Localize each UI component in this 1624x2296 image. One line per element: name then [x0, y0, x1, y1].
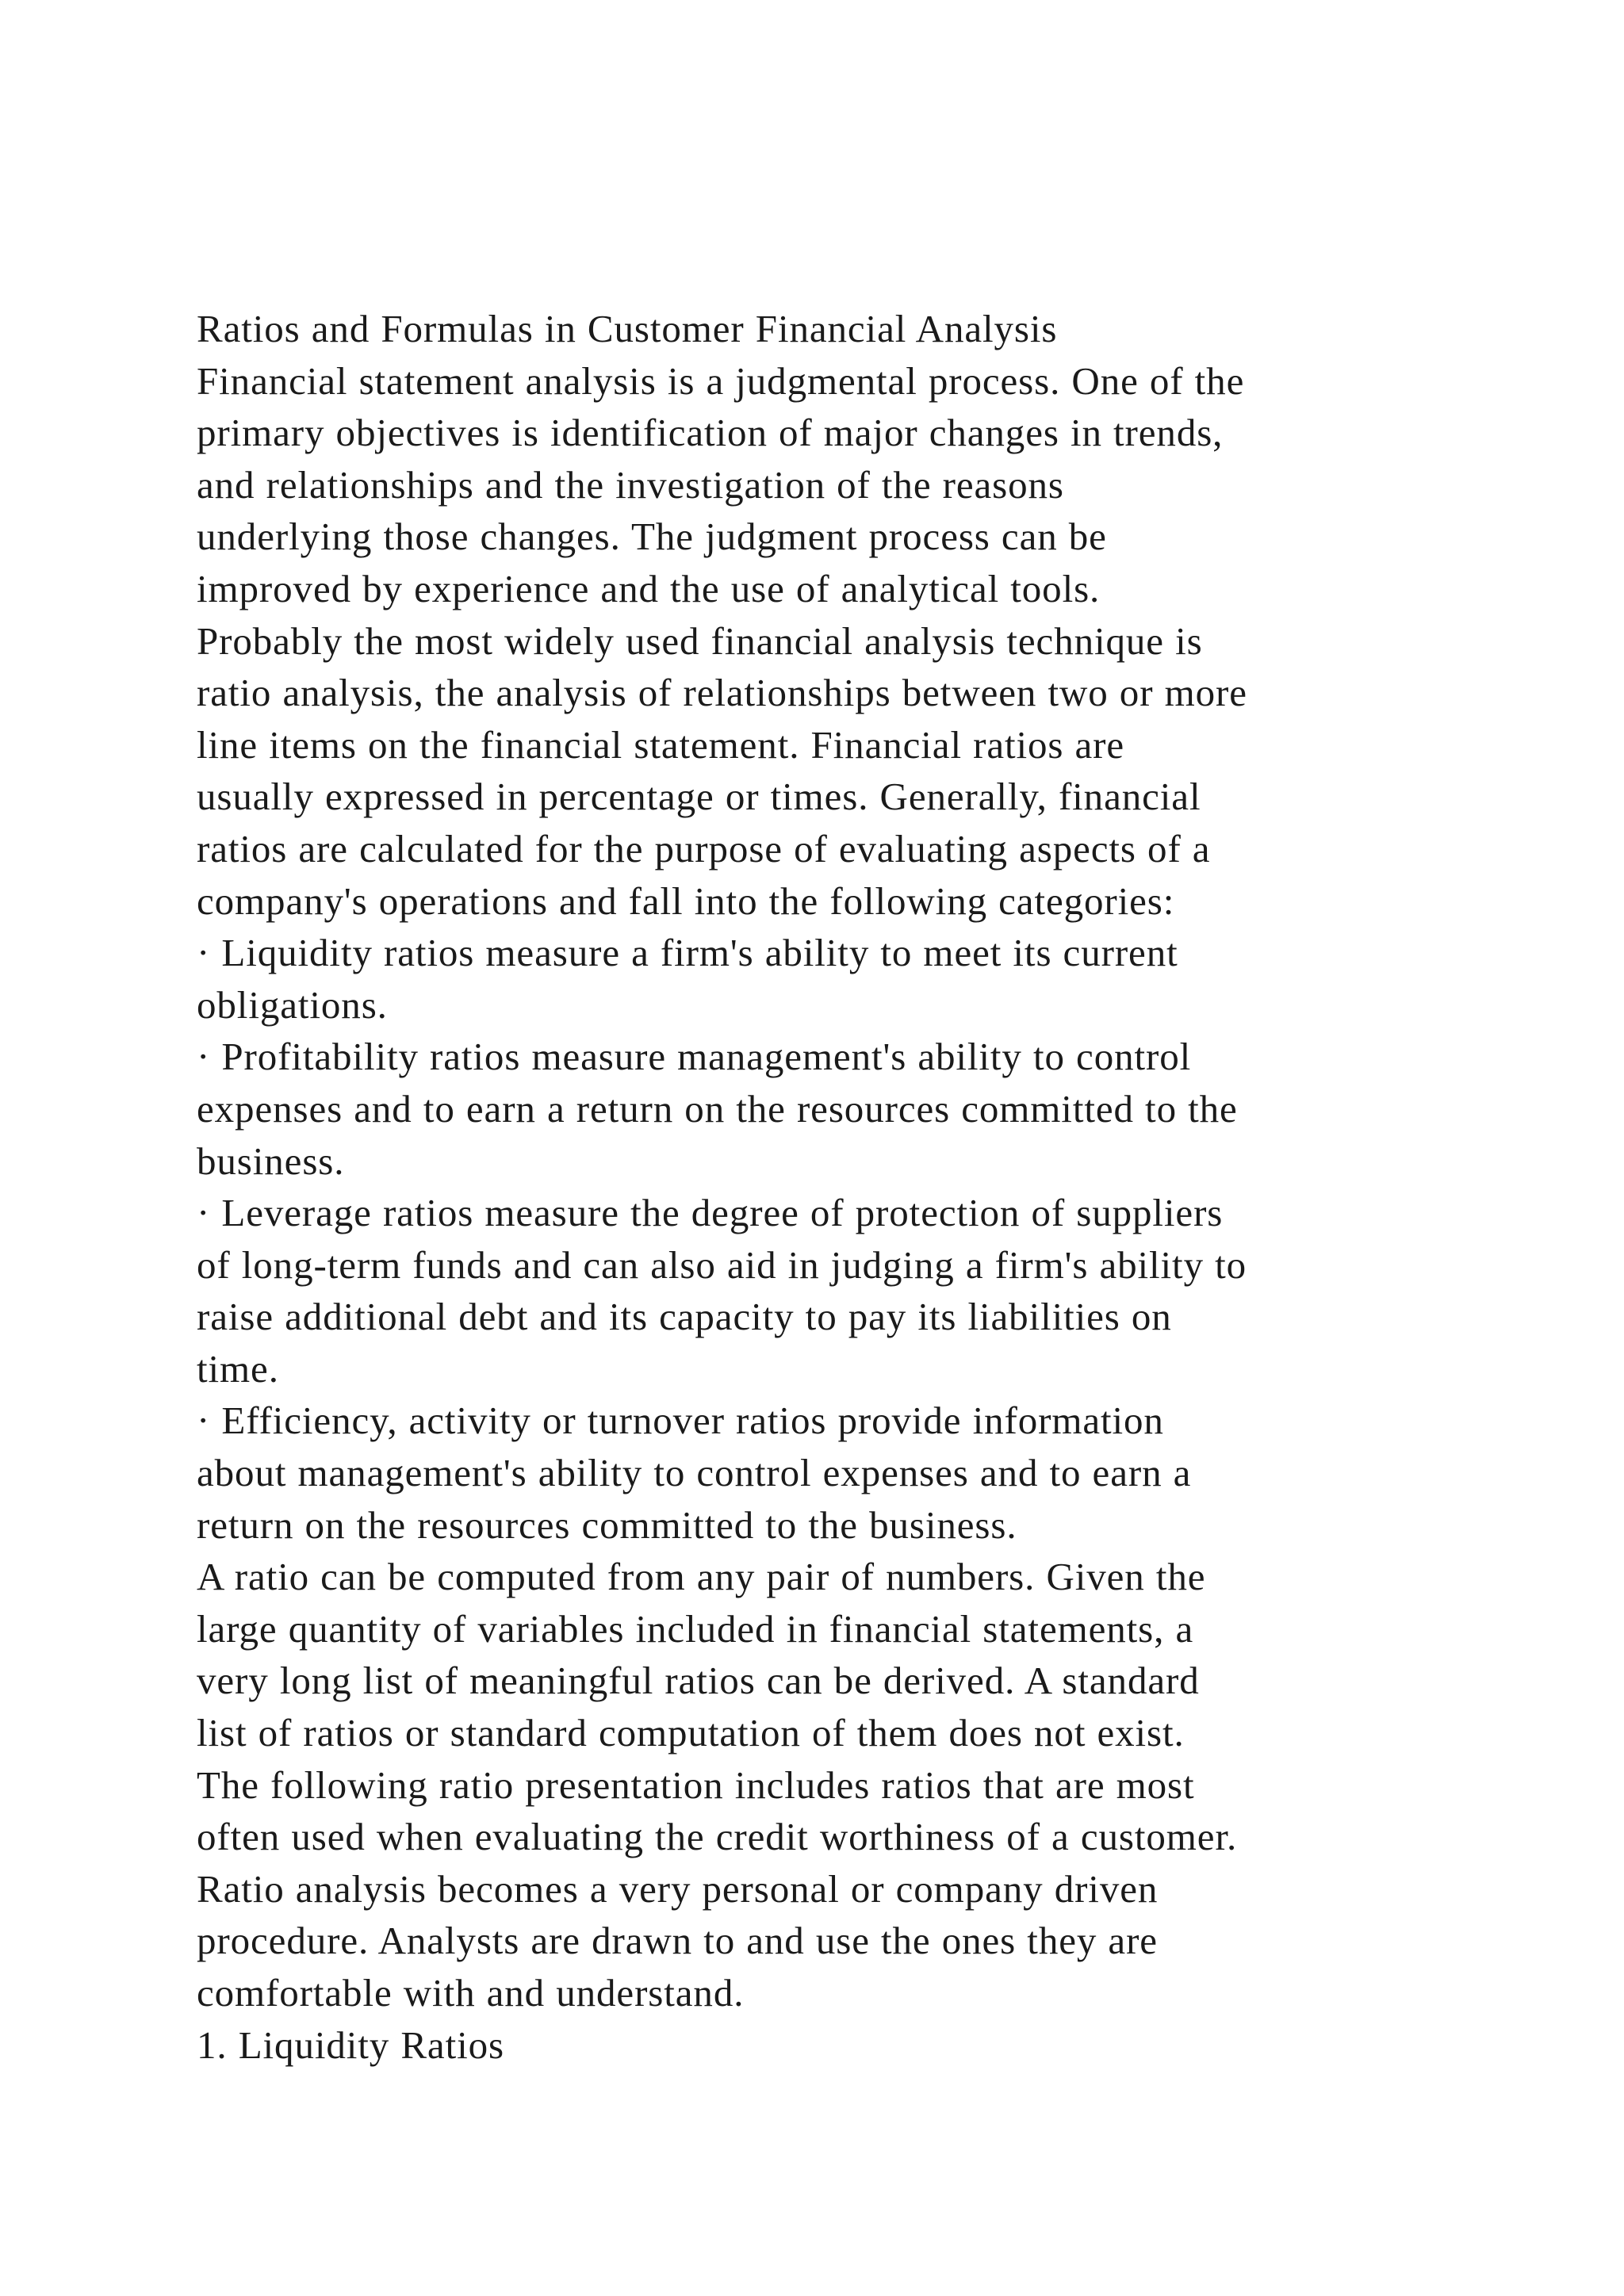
- document-body: [197, 303, 1497, 2071]
- text-line: expenses and to earn a return on the resources committed to the: [197, 1086, 1238, 1131]
- bullet-line: · Leverage ratios measure the degree of protection of suppliers: [197, 1191, 1224, 1235]
- text-line: comfortable with and understand.: [197, 1971, 745, 2015]
- text-line: line items on the financial statement. Financial ratios are: [197, 722, 1125, 767]
- text-line: and relationships and the investigation of the reasons: [197, 462, 1064, 507]
- text-line: ratios are calculated for the purpose of evaluating aspects of a: [197, 826, 1211, 871]
- text-line: list of ratios or standard computation of them does not exist.: [197, 1711, 1185, 1755]
- text-line: raise additional debt and its capacity to pay its liabilities on: [197, 1295, 1172, 1339]
- text-line: very long list of meaningful ratios can be derived. A standard: [197, 1659, 1200, 1703]
- text-line: business.: [197, 1138, 345, 1183]
- document-title: Ratios and Formulas in Customer Financial Analysis: [197, 307, 1058, 350]
- text-line: return on the resources committed to the business.: [197, 1502, 1017, 1547]
- text-line: of long-term funds and can also aid in judging a firm's ability to: [197, 1242, 1247, 1287]
- text-line: often used when evaluating the credit worthiness of a customer.: [197, 1815, 1238, 1859]
- bullet-line: · Liquidity ratios measure a firm's ability to meet its current: [197, 931, 1178, 975]
- text-line: The following ratio presentation includes ratios that are most: [197, 1762, 1195, 1807]
- text-line: company's operations and fall into the following categories:: [197, 878, 1175, 923]
- bullet-line: · Profitability ratios measure management's ability to control: [197, 1035, 1192, 1079]
- text-line: obligations.: [197, 982, 388, 1027]
- text-line: procedure. Analysts are drawn to and use the ones they are: [197, 1919, 1158, 1963]
- bullet-line: · Efficiency, activity or turnover ratios provide information: [197, 1399, 1164, 1443]
- text-line: large quantity of variables included in financial statements, a: [197, 1606, 1194, 1651]
- text-line: time.: [197, 1346, 279, 1391]
- text-line: Ratio analysis becomes a very personal or company driven: [197, 1866, 1159, 1911]
- text-line: about management's ability to control expenses and to earn a: [197, 1451, 1192, 1495]
- text-line: A ratio can be computed from any pair of numbers. Given the: [197, 1555, 1206, 1599]
- text-line: primary objectives is identification of major changes in trends,: [197, 411, 1224, 455]
- text-line: Financial statement analysis is a judgmental process. One of the: [197, 358, 1245, 403]
- text-line: usually expressed in percentage or times. Generally, financial: [197, 775, 1201, 819]
- text-line: underlying those changes. The judgment process can be: [197, 515, 1107, 559]
- text-line: Probably the most widely used financial analysis technique is: [197, 618, 1203, 663]
- section-heading: 1. Liquidity Ratios: [197, 2022, 504, 2067]
- text-line: improved by experience and the use of analytical tools.: [197, 566, 1101, 610]
- text-line: ratio analysis, the analysis of relationships between two or more: [197, 671, 1247, 715]
